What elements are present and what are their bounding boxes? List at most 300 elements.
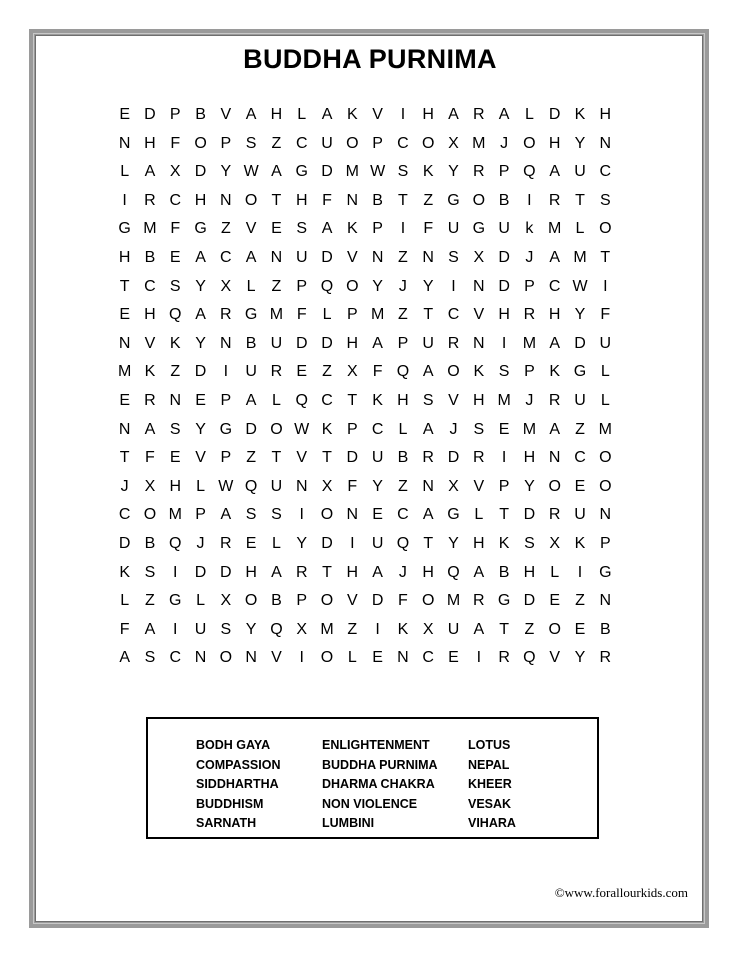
grid-letter: N [346,506,359,524]
grid-letter: G [219,420,233,438]
grid-letter: V [346,248,358,266]
grid-letter: J [449,420,458,438]
grid-letter: P [599,534,611,552]
grid-letter: V [195,449,206,467]
grid-letter: L [297,106,307,123]
grid-letter: S [169,420,181,438]
grid-letter: R [220,306,232,324]
grid-letter: B [599,620,611,638]
word-list-item: SIDDHARTHA [196,777,279,791]
grid-letter: A [422,363,434,381]
grid-letter: R [447,334,460,352]
grid-letter: C [220,248,232,266]
grid-letter: P [346,306,358,324]
grid-letter: Z [246,449,257,467]
grid-letter: B [397,449,409,467]
grid-letter: P [397,334,409,352]
grid-letter: O [346,134,359,152]
grid-letter: Z [271,277,282,295]
grid-letter: Z [423,191,434,209]
grid-letter: D [498,248,510,266]
grid-letter: D [321,534,333,552]
grid-letter: A [448,106,459,123]
grid-letter: U [270,477,283,495]
grid-letter: G [295,163,308,181]
grid-letter: A [271,163,282,181]
grid-letter: M [117,363,132,381]
grid-letter: Y [574,306,586,324]
grid-letter: N [295,477,308,495]
grid-letter: M [370,306,385,324]
grid-letter: I [603,277,608,295]
grid-letter: Y [372,477,383,495]
grid-letter: U [295,248,308,266]
grid-letter: H [473,391,485,409]
grid-letter: G [447,506,460,524]
grid-letter: B [271,592,282,610]
word-list-item: LUMBINI [322,816,375,830]
grid-letter: R [548,191,561,209]
grid-letter: U [599,334,612,352]
grid-letter: T [119,277,130,295]
grid-letter: O [447,363,460,381]
grid-letter: N [473,334,485,352]
grid-letter: Q [396,534,410,552]
grid-letter: E [372,506,383,524]
grid-letter: V [220,106,232,123]
grid-letter: N [169,391,182,409]
grid-letter: G [244,306,258,324]
grid-letter: A [271,563,282,581]
grid-letter: I [501,449,507,467]
word-list-item: BODH GAYA [196,738,271,752]
grid-letter: K [549,363,561,381]
grid-letter: D [321,163,333,181]
grid-letter: E [271,220,282,238]
grid-letter: R [473,592,485,610]
grid-letter: F [600,306,611,324]
grid-letter: Y [372,277,383,295]
grid-letter: V [549,649,561,667]
grid-letter: M [548,220,562,238]
grid-letter: B [245,334,257,352]
grid-letter: A [245,248,257,266]
grid-letter: L [271,534,281,552]
grid-letter: R [473,449,485,467]
grid-letter: P [220,134,232,152]
grid-letter: O [548,620,561,638]
grid-letter: K [422,163,434,181]
word-list-item: BUDDHISM [196,796,264,811]
grid-letter: E [119,106,130,123]
grid-letter: D [295,334,308,352]
grid-letter: I [400,106,406,123]
grid-letter: M [598,420,612,438]
grid-letter: C [599,163,612,181]
grid-letter: H [346,334,359,352]
grid-letter: O [599,220,612,238]
grid-letter: P [372,220,383,238]
grid-letter: D [346,449,359,467]
grid-letter: N [220,334,232,352]
grid-letter: A [195,306,206,324]
grid-letter: A [549,420,561,438]
grid-letter: V [296,449,308,467]
grid-letter: A [422,506,434,524]
grid-letter: N [371,248,384,266]
grid-letter: H [118,248,131,266]
grid-letter: I [299,649,304,667]
grid-letter: Y [524,477,535,495]
word-list-item: SARNATH [196,816,257,830]
grid-letter: K [574,534,586,552]
grid-letter: X [448,134,459,152]
grid-letter: U [321,134,333,152]
grid-letter: S [296,220,308,238]
grid-letter: S [245,506,257,524]
grid-letter: Y [422,277,434,295]
grid-letter: I [375,620,380,638]
grid-letter: S [271,506,282,524]
grid-letter: k [525,220,534,238]
grid-letter: J [398,563,407,581]
grid-letter: F [398,592,408,610]
grid-letter: C [447,306,460,324]
grid-letter: L [196,592,205,610]
grid-letter: J [500,134,509,152]
grid-letter: R [422,449,434,467]
grid-letter: F [372,363,383,381]
grid-letter: N [346,191,359,209]
grid-letter: V [245,220,257,238]
word-list-item: VIHARA [468,816,516,830]
grid-letter: Z [398,248,408,266]
grid-letter: R [220,534,232,552]
grid-letter: Q [270,620,283,638]
grid-letter: R [548,506,561,524]
grid-letter: N [473,277,485,295]
grid-letter: O [523,134,536,152]
grid-letter: Z [347,620,358,638]
grid-letter: L [322,306,332,324]
grid-letter: N [422,477,434,495]
grid-letter: O [599,477,612,495]
grid-letter: N [599,592,612,610]
grid-letter: L [120,592,130,610]
grid-letter: A [321,106,333,123]
grid-letter: I [223,363,229,381]
grid-letter: H [295,191,308,209]
grid-letter: V [271,649,282,667]
grid-letter: Z [170,363,181,381]
grid-letter: O [320,592,334,610]
grid-letter: R [270,363,283,381]
grid-letter: T [600,248,611,266]
grid-letter: C [118,506,131,524]
grid-letter: E [169,449,181,467]
grid-letter: F [170,134,181,152]
grid-letter: H [397,391,409,409]
grid-letter: Y [195,334,206,352]
grid-letter: U [447,220,460,238]
grid-letter: V [448,391,459,409]
grid-letter: H [548,134,561,152]
grid-letter: U [574,391,586,409]
grid-letter: Q [523,649,536,667]
grid-letter: U [245,363,257,381]
grid-letter: P [372,134,383,152]
grid-letter: A [372,334,383,352]
grid-letter: N [194,649,207,667]
grid-letter: K [321,420,333,438]
grid-letter: W [218,477,234,495]
grid-letter: V [372,106,383,123]
grid-letter: D [194,363,207,381]
grid-letter: C [321,391,333,409]
grid-letter: L [575,220,585,238]
grid-letter: O [472,191,486,209]
word-list-item: DHARMA CHAKRA [322,777,435,791]
grid-letter: C [422,649,434,667]
grid-letter: A [144,163,156,181]
word-list-column-3 [468,736,516,834]
grid-letter: X [220,592,232,610]
grid-letter: D [144,106,156,123]
grid-letter: Z [398,477,408,495]
grid-letter: I [299,506,304,524]
grid-letter: A [144,420,156,438]
grid-letter: B [498,563,510,581]
grid-letter: R [295,563,308,581]
grid-letter: S [524,534,535,552]
grid-letter: R [473,163,485,181]
grid-letter: K [346,106,358,123]
grid-letter: R [548,391,561,409]
grid-letter: R [498,649,510,667]
grid-letter: W [572,277,588,295]
grid-letter: S [220,620,232,638]
grid-letter: D [498,277,510,295]
grid-letter: V [346,592,358,610]
grid-letter: U [574,163,586,181]
grid-letter: U [574,506,586,524]
grid-letter: U [371,449,384,467]
grid-letter: O [346,277,359,295]
grid-letter: H [473,534,485,552]
grid-letter: D [447,449,460,467]
grid-letter: A [321,220,333,238]
grid-letter: N [220,191,232,209]
grid-letter: O [143,506,157,524]
grid-letter: H [194,191,207,209]
grid-letter: X [220,277,232,295]
grid-letter: H [169,477,182,495]
grid-letter: U [498,220,510,238]
grid-letter: A [549,334,561,352]
grid-letter: L [474,506,484,524]
grid-letter: Z [398,306,408,324]
grid-letter: B [144,248,156,266]
grid-letter: C [169,649,182,667]
grid-letter: X [473,248,485,266]
grid-letter: Q [244,477,258,495]
grid-letter: K [397,620,409,638]
grid-letter: J [398,277,407,295]
grid-letter: T [398,191,408,209]
grid-letter: A [195,248,206,266]
grid-letter: J [120,477,129,495]
grid-letter: L [246,277,256,295]
grid-letter: K [346,220,358,238]
grid-letter: Y [195,277,206,295]
grid-letter: R [523,306,536,324]
grid-letter: O [270,420,283,438]
grid-letter: B [195,106,206,123]
grid-letter: U [371,534,384,552]
grid-letter: Z [575,420,585,438]
grid-letter: U [194,620,207,638]
grid-letter: T [575,191,585,209]
grid-letter: D [371,592,384,610]
grid-letter: L [347,649,357,667]
grid-letter: X [144,477,156,495]
grid-letter: J [525,391,534,409]
grid-letter: A [144,620,156,638]
grid-letter: P [169,106,181,123]
grid-letter: F [322,191,332,209]
grid-letter: I [122,191,127,209]
grid-letter: Q [169,534,182,552]
grid-letter: M [446,592,461,610]
grid-letter: A [473,620,485,638]
grid-letter: L [398,420,408,438]
grid-letter: O [219,649,233,667]
grid-letter: N [422,248,434,266]
grid-letter: H [422,106,434,123]
grid-letter: P [524,363,535,381]
grid-letter: H [270,106,283,123]
word-list-item: COMPASSION [196,757,281,772]
grid-letter: A [372,563,383,581]
grid-letter: H [346,563,359,581]
grid-letter: E [372,649,383,667]
grid-letter: X [321,477,333,495]
grid-letter: G [447,191,460,209]
word-list-column-1 [196,736,281,834]
grid-letter: N [118,334,131,352]
grid-letter: P [195,506,206,524]
grid-letter: Y [448,534,459,552]
grid-letter: O [320,506,334,524]
grid-letter: E [498,420,510,438]
grid-letter: X [549,534,561,552]
grid-letter: T [322,449,332,467]
grid-letter: C [295,134,308,152]
grid-letter: Q [320,277,334,295]
grid-letter: M [345,163,359,181]
grid-letter: L [196,477,205,495]
grid-letter: T [423,534,434,552]
grid-letter: S [397,163,409,181]
grid-letter: E [549,592,561,610]
grid-letter: D [118,534,131,552]
grid-letter: T [499,506,509,524]
grid-letter: N [397,649,409,667]
grid-letter: M [573,248,587,266]
grid-letter: X [169,163,181,181]
grid-letter: Y [296,534,308,552]
grid-letter: Z [271,134,282,152]
grid-letter: H [144,306,156,324]
grid-letter: W [243,163,259,181]
grid-letter: S [498,363,510,381]
grid-letter: C [144,277,156,295]
grid-letter: E [574,620,586,638]
grid-letter: E [448,649,459,667]
grid-letter: X [448,477,459,495]
grid-letter: F [296,306,307,324]
grid-letter: A [119,649,130,667]
grid-letter: F [119,620,130,638]
word-list-column-2 [322,736,438,834]
grid-letter: Z [145,592,155,610]
grid-letter: Q [295,391,308,409]
grid-letter: Q [523,163,536,181]
grid-letter: X [296,620,308,638]
word-list-item: BUDDHA PURNIMA [322,757,438,772]
grid-letter: R [473,106,485,123]
grid-letter: D [220,563,232,581]
grid-letter: D [574,334,586,352]
grid-letter: Q [396,363,410,381]
page-title: BUDDHA PURNIMA [243,44,497,74]
grid-letter: I [400,220,406,238]
grid-letter: D [245,420,257,438]
grid-letter: Q [169,306,182,324]
grid-letter: X [422,620,434,638]
grid-letter: B [144,534,156,552]
grid-letter: A [245,391,257,409]
grid-letter: O [320,649,334,667]
grid-letter: E [245,534,257,552]
grid-letter: Y [574,649,586,667]
grid-letter: S [245,134,257,152]
grid-letter: R [144,191,156,209]
grid-letter: M [522,420,537,438]
grid-letter: P [498,163,510,181]
grid-letter: E [574,477,586,495]
grid-letter: H [523,563,536,581]
grid-letter: S [144,563,156,581]
grid-letter: K [498,534,510,552]
grid-letter: P [220,391,232,409]
grid-letter: O [194,134,207,152]
grid-letter: P [296,277,308,295]
grid-letter: S [422,391,434,409]
grid-letter: L [600,391,610,409]
grid-letter: K [144,363,156,381]
grid-letter: K [372,391,383,409]
grid-letter: G [599,563,612,581]
grid-letter: H [422,563,434,581]
grid-letter: T [347,391,358,409]
grid-letter: Y [448,163,459,181]
grid-letter: C [574,449,586,467]
grid-letter: A [549,163,561,181]
grid-letter: Y [195,420,206,438]
grid-letter: J [525,248,534,266]
grid-letter: H [144,134,156,152]
